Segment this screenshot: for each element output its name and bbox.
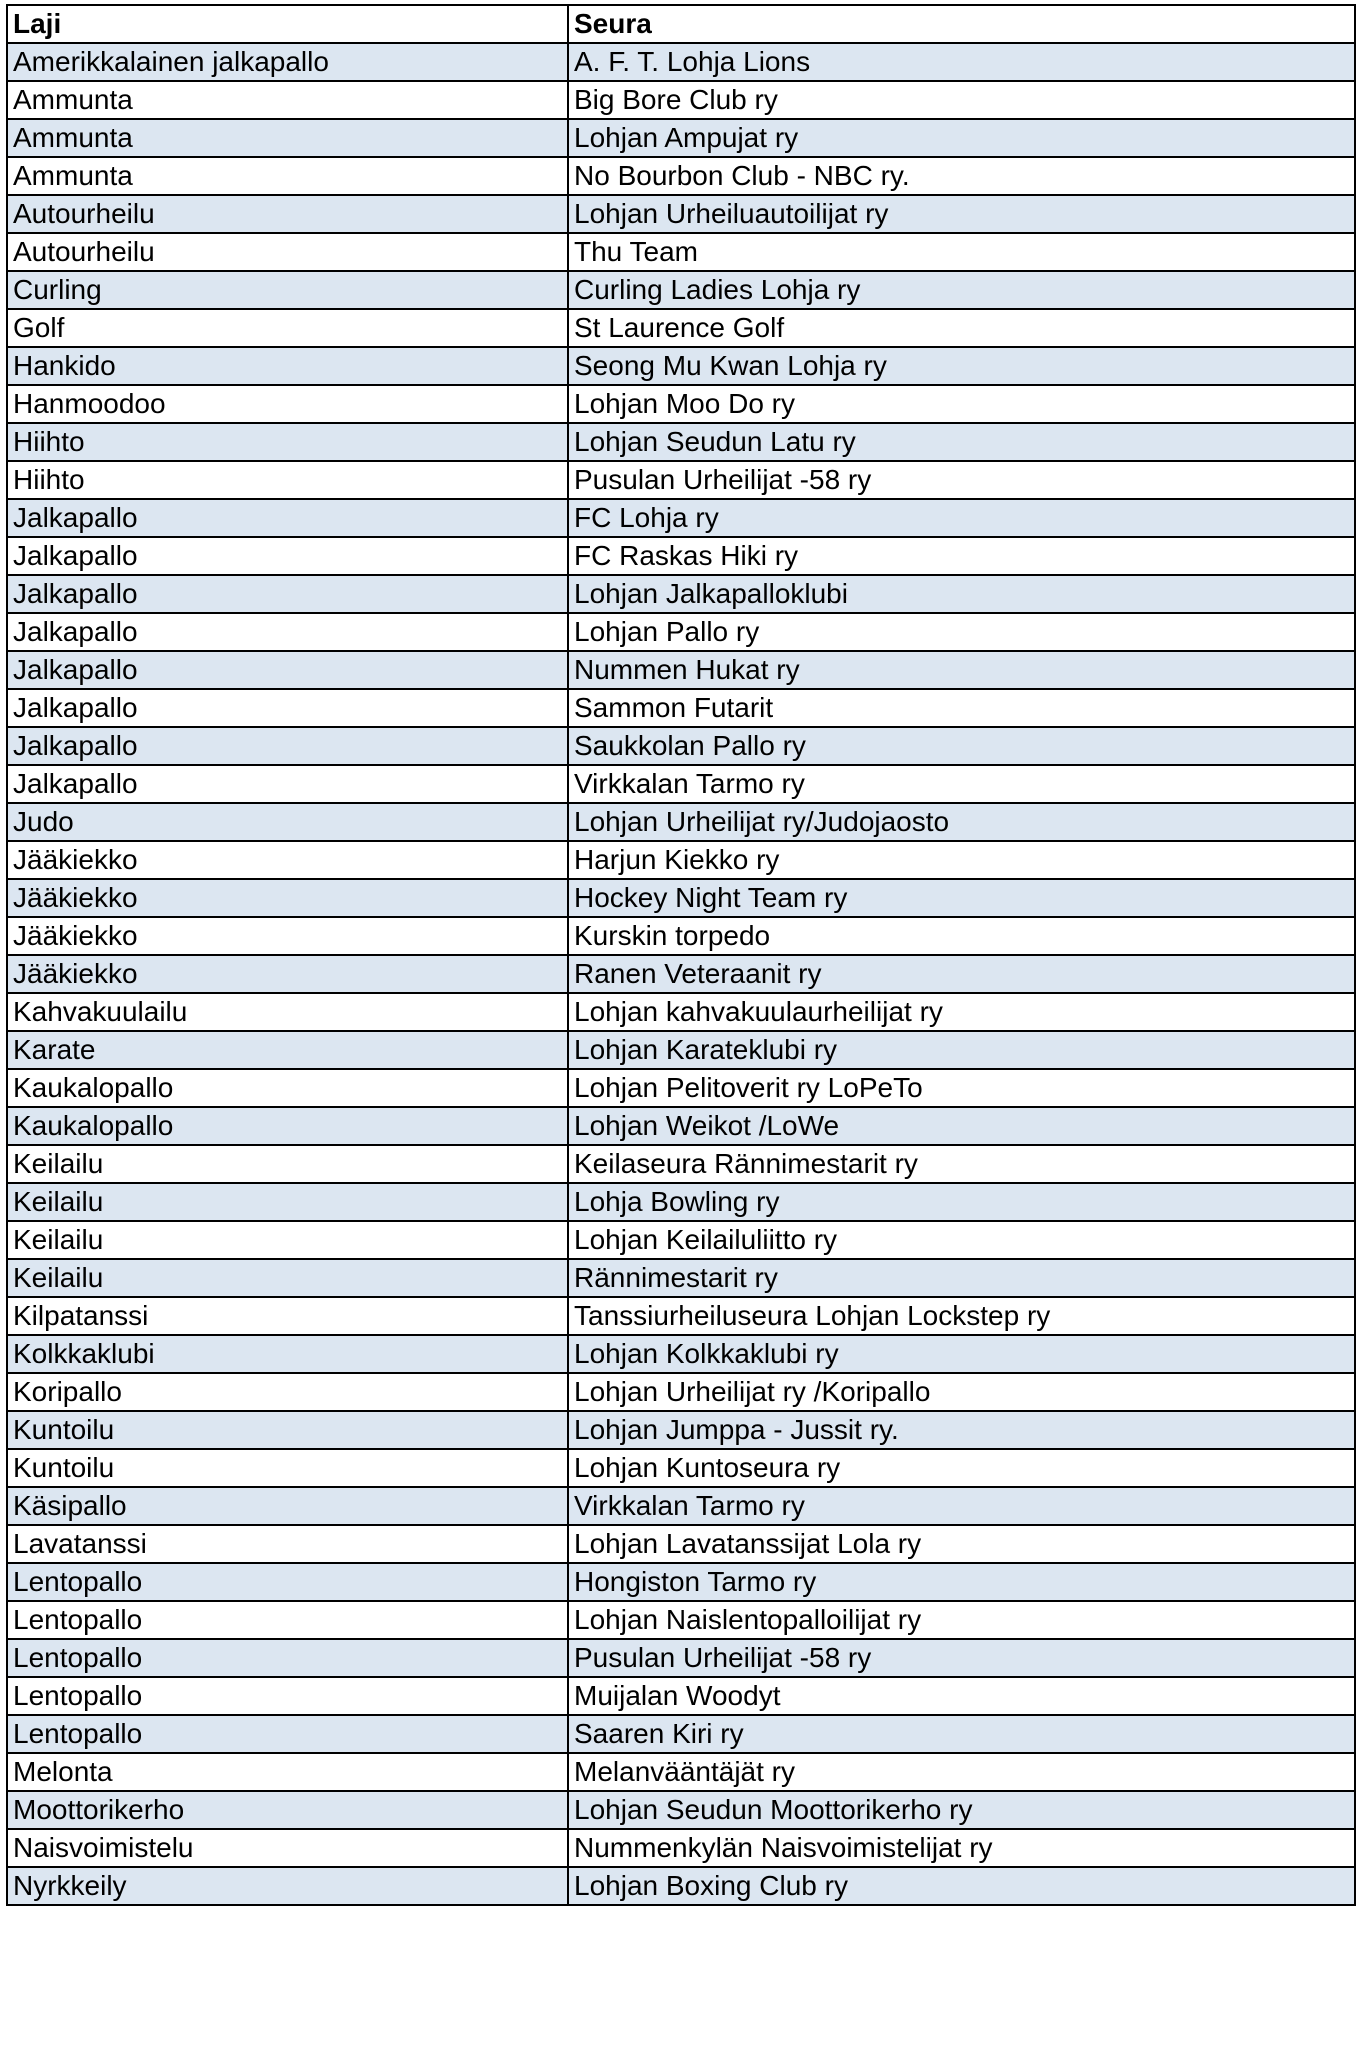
cell-laji: Jääkiekko [7, 841, 568, 879]
cell-laji: Keilailu [7, 1145, 568, 1183]
cell-seura: Lohjan Moo Do ry [568, 385, 1355, 423]
cell-seura: Lohjan kahvakuulaurheilijat ry [568, 993, 1355, 1031]
header-row [7, 5, 1355, 43]
cell-seura: Virkkalan Tarmo ry [568, 765, 1355, 803]
cell-laji: Ammunta [7, 119, 568, 157]
cell-seura: Sammon Futarit [568, 689, 1355, 727]
cell-seura: Nummenkylän Naisvoimistelijat ry [568, 1829, 1355, 1867]
cell-laji: Lentopallo [7, 1715, 568, 1753]
table-row [7, 195, 1355, 233]
table-row [7, 1753, 1355, 1791]
cell-laji: Kaukalopallo [7, 1069, 568, 1107]
cell-seura: Muijalan Woodyt [568, 1677, 1355, 1715]
table-row [7, 1791, 1355, 1829]
cell-laji: Käsipallo [7, 1487, 568, 1525]
cell-laji: Ammunta [7, 157, 568, 195]
cell-laji: Ammunta [7, 81, 568, 119]
cell-seura: Lohjan Urheilijat ry /Koripallo [568, 1373, 1355, 1411]
cell-laji: Kuntoilu [7, 1411, 568, 1449]
table-row [7, 1639, 1355, 1677]
cell-seura: Pusulan Urheilijat -58 ry [568, 1639, 1355, 1677]
table-row [7, 157, 1355, 195]
cell-laji: Naisvoimistelu [7, 1829, 568, 1867]
table-row [7, 1601, 1355, 1639]
cell-seura: Thu Team [568, 233, 1355, 271]
cell-laji: Nyrkkeily [7, 1867, 568, 1905]
table-row [7, 1335, 1355, 1373]
cell-seura: Lohjan Naislentopalloilijat ry [568, 1601, 1355, 1639]
table-row [7, 537, 1355, 575]
cell-laji: Jalkapallo [7, 499, 568, 537]
cell-seura: Curling Ladies Lohja ry [568, 271, 1355, 309]
table-row [7, 727, 1355, 765]
cell-seura: Hongiston Tarmo ry [568, 1563, 1355, 1601]
cell-seura: Rännimestarit ry [568, 1259, 1355, 1297]
cell-seura: FC Raskas Hiki ry [568, 537, 1355, 575]
table-row [7, 613, 1355, 651]
cell-seura: Lohjan Pelitoverit ry LoPeTo [568, 1069, 1355, 1107]
cell-laji: Jalkapallo [7, 727, 568, 765]
cell-seura: Lohjan Lavatanssijat Lola ry [568, 1525, 1355, 1563]
cell-laji: Autourheilu [7, 233, 568, 271]
cell-laji: Golf [7, 309, 568, 347]
cell-seura: Kurskin torpedo [568, 917, 1355, 955]
table-row [7, 651, 1355, 689]
cell-seura: Lohjan Jumppa - Jussit ry. [568, 1411, 1355, 1449]
cell-laji: Jalkapallo [7, 689, 568, 727]
cell-seura: FC Lohja ry [568, 499, 1355, 537]
cell-seura: Virkkalan Tarmo ry [568, 1487, 1355, 1525]
cell-seura: Lohjan Ampujat ry [568, 119, 1355, 157]
table-row [7, 1715, 1355, 1753]
cell-seura: Keilaseura Rännimestarit ry [568, 1145, 1355, 1183]
cell-laji: Kaukalopallo [7, 1107, 568, 1145]
cell-laji: Kuntoilu [7, 1449, 568, 1487]
cell-laji: Keilailu [7, 1259, 568, 1297]
cell-seura: Big Bore Club ry [568, 81, 1355, 119]
table-row [7, 233, 1355, 271]
table-row [7, 119, 1355, 157]
table-row [7, 81, 1355, 119]
table-row [7, 1031, 1355, 1069]
cell-laji: Lavatanssi [7, 1525, 568, 1563]
cell-seura: No Bourbon Club - NBC ry. [568, 157, 1355, 195]
cell-laji: Autourheilu [7, 195, 568, 233]
table-row [7, 1183, 1355, 1221]
cell-seura: Ranen Veteraanit ry [568, 955, 1355, 993]
cell-seura: Saukkolan Pallo ry [568, 727, 1355, 765]
cell-seura: Lohjan Keilailuliitto ry [568, 1221, 1355, 1259]
table-row [7, 1069, 1355, 1107]
cell-laji: Jalkapallo [7, 651, 568, 689]
cell-laji: Jääkiekko [7, 879, 568, 917]
cell-laji: Amerikkalainen jalkapallo [7, 43, 568, 81]
cell-laji: Lentopallo [7, 1601, 568, 1639]
table-row [7, 1867, 1355, 1905]
table-row [7, 423, 1355, 461]
table-row [7, 385, 1355, 423]
table-row [7, 765, 1355, 803]
table-body [7, 43, 1355, 1905]
table-row [7, 993, 1355, 1031]
table-row [7, 1221, 1355, 1259]
cell-laji: Kahvakuulailu [7, 993, 568, 1031]
cell-seura: Pusulan Urheilijat -58 ry [568, 461, 1355, 499]
cell-seura: Lohjan Seudun Moottorikerho ry [568, 1791, 1355, 1829]
cell-laji: Melonta [7, 1753, 568, 1791]
cell-seura: Lohjan Karateklubi ry [568, 1031, 1355, 1069]
cell-laji: Karate [7, 1031, 568, 1069]
table-row [7, 1145, 1355, 1183]
table-row [7, 689, 1355, 727]
table-row [7, 1449, 1355, 1487]
table-row [7, 841, 1355, 879]
cell-seura: Saaren Kiri ry [568, 1715, 1355, 1753]
cell-laji: Keilailu [7, 1221, 568, 1259]
cell-seura: Lohjan Seudun Latu ry [568, 423, 1355, 461]
cell-seura: A. F. T. Lohja Lions [568, 43, 1355, 81]
cell-laji: Kolkkaklubi [7, 1335, 568, 1373]
table-row [7, 1525, 1355, 1563]
table-row [7, 1107, 1355, 1145]
cell-laji: Lentopallo [7, 1563, 568, 1601]
cell-laji: Jääkiekko [7, 917, 568, 955]
cell-laji: Hanmoodoo [7, 385, 568, 423]
table-row [7, 1297, 1355, 1335]
table-row [7, 955, 1355, 993]
table-row [7, 1259, 1355, 1297]
cell-laji: Jalkapallo [7, 575, 568, 613]
cell-seura: Lohjan Kolkkaklubi ry [568, 1335, 1355, 1373]
table-row [7, 803, 1355, 841]
cell-seura: Lohjan Kuntoseura ry [568, 1449, 1355, 1487]
cell-seura: Lohja Bowling ry [568, 1183, 1355, 1221]
table-row [7, 1487, 1355, 1525]
table-row [7, 575, 1355, 613]
cell-seura: Harjun Kiekko ry [568, 841, 1355, 879]
table-row [7, 1563, 1355, 1601]
cell-seura: Melanvääntäjät ry [568, 1753, 1355, 1791]
table-row [7, 309, 1355, 347]
sports-clubs-table [6, 4, 1356, 1906]
cell-seura: Nummen Hukat ry [568, 651, 1355, 689]
cell-seura: Seong Mu Kwan Lohja ry [568, 347, 1355, 385]
cell-laji: Kilpatanssi [7, 1297, 568, 1335]
cell-laji: Lentopallo [7, 1677, 568, 1715]
table-row [7, 271, 1355, 309]
cell-laji: Jalkapallo [7, 613, 568, 651]
cell-laji: Curling [7, 271, 568, 309]
cell-laji: Moottorikerho [7, 1791, 568, 1829]
table-row [7, 917, 1355, 955]
table-row [7, 499, 1355, 537]
cell-laji: Jalkapallo [7, 537, 568, 575]
cell-laji: Koripallo [7, 1373, 568, 1411]
cell-seura: Hockey Night Team ry [568, 879, 1355, 917]
column-header-laji: Laji [7, 5, 568, 43]
sports-clubs-sheet [6, 4, 1354, 1906]
cell-seura: Lohjan Pallo ry [568, 613, 1355, 651]
cell-laji: Jalkapallo [7, 765, 568, 803]
table-row [7, 1829, 1355, 1867]
table-row [7, 1373, 1355, 1411]
table-row [7, 1677, 1355, 1715]
cell-laji: Hankido [7, 347, 568, 385]
cell-seura: Lohjan Urheilijat ry/Judojaosto [568, 803, 1355, 841]
cell-laji: Keilailu [7, 1183, 568, 1221]
cell-laji: Lentopallo [7, 1639, 568, 1677]
cell-laji: Hiihto [7, 423, 568, 461]
cell-laji: Judo [7, 803, 568, 841]
cell-seura: St Laurence Golf [568, 309, 1355, 347]
cell-laji: Hiihto [7, 461, 568, 499]
cell-laji: Jääkiekko [7, 955, 568, 993]
cell-seura: Lohjan Boxing Club ry [568, 1867, 1355, 1905]
cell-seura: Lohjan Jalkapalloklubi [568, 575, 1355, 613]
table-row [7, 347, 1355, 385]
cell-seura: Lohjan Urheiluautoilijat ry [568, 195, 1355, 233]
column-header-seura: Seura [568, 5, 1355, 43]
table-row [7, 43, 1355, 81]
cell-seura: Lohjan Weikot /LoWe [568, 1107, 1355, 1145]
cell-seura: Tanssiurheiluseura Lohjan Lockstep ry [568, 1297, 1355, 1335]
table-row [7, 461, 1355, 499]
table-row [7, 879, 1355, 917]
table-row [7, 1411, 1355, 1449]
